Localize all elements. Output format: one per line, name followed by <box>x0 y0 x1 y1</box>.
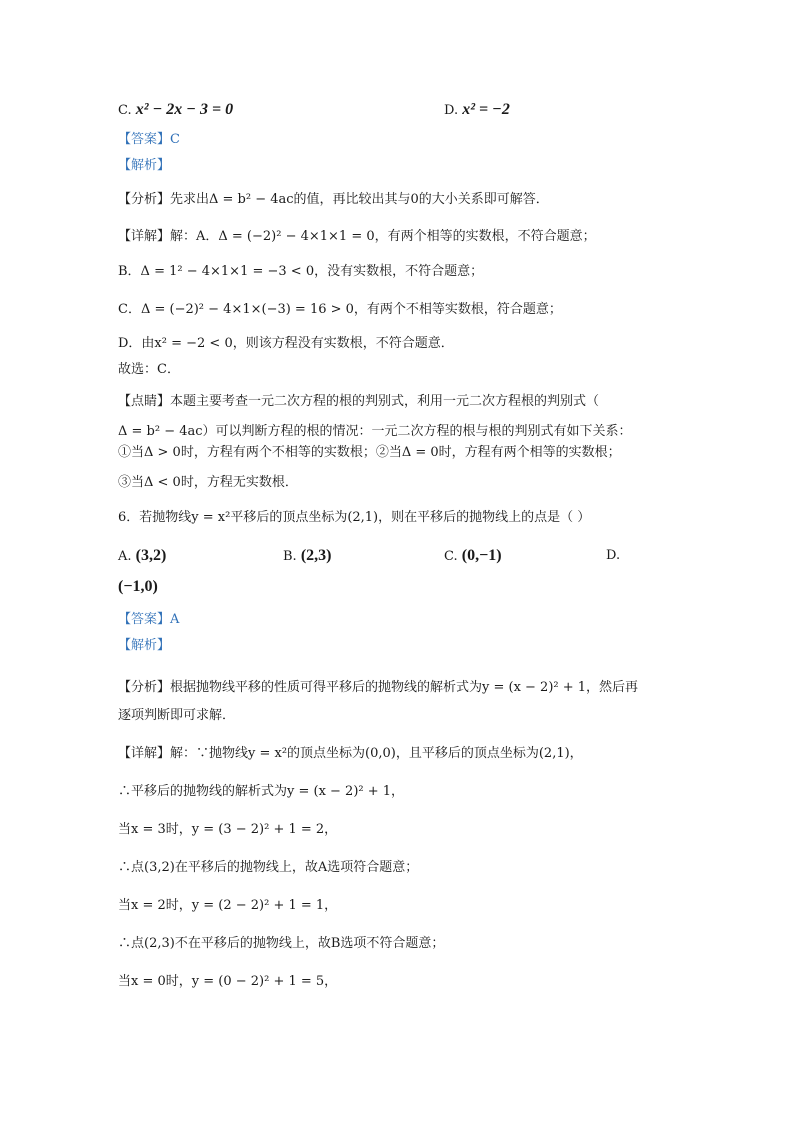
dianjing-2: Δ = b² − 4ac）可以判断方程的根的情况：一元二次方程的根与根的判别式有如下关系： <box>118 424 632 439</box>
q6-option-b-value: (2,3) <box>300 547 332 564</box>
q6-option-a-label: A. <box>118 549 132 564</box>
fenxi-2b: 逐项判断即可求解． <box>118 708 236 723</box>
q6-option-a <box>118 546 166 567</box>
q6-option-d-label: D. <box>606 548 621 563</box>
guxuan-1: 故选：C． <box>118 362 180 377</box>
q6-option-a-value: (3,2) <box>135 547 167 564</box>
step-2: ∴平移后的抛物线的解析式为y = (x − 2)² + 1， <box>118 784 405 799</box>
q6-option-c-value: (0,−1) <box>461 547 502 564</box>
q6-option-d-expr: (−1,0) <box>118 578 158 595</box>
xiangjie-a: 【详解】解：A．Δ = (−2)² − 4×1×1 = 0，有两个相等的实数根，不符合题意； <box>118 229 596 244</box>
step-1: 【详解】解：∵抛物线y = x²的顶点坐标为(0,0)，且平移后的顶点坐标为(2,1)， <box>118 746 583 761</box>
dianjing-3: ①当Δ > 0时，方程有两个不相等的实数根；②当Δ = 0时，方程有两个相等的实数根； <box>118 445 621 460</box>
answer-2: 【答案】A <box>118 612 180 627</box>
option-d-expr: x² = −2 <box>462 101 510 118</box>
step-5: 当x = 2时，y = (2 − 2)² + 1 = 1， <box>118 898 338 913</box>
q6-option-c <box>444 546 502 567</box>
option-c-label: C. <box>118 103 132 118</box>
q6-option-b-label: B. <box>283 549 297 564</box>
xiangjie-b: B．Δ = 1² − 4×1×1 = −3 < 0，没有实数根，不符合题意； <box>118 264 484 279</box>
dianjing-4: ③当Δ < 0时，方程无实数根． <box>118 475 298 490</box>
xiangjie-d: D．由x² = −2 < 0，则该方程没有实数根，不符合题意． <box>118 336 454 351</box>
option-c <box>118 100 233 121</box>
step-4: ∴点(3,2)在平移后的抛物线上，故A选项符合题意； <box>118 860 419 875</box>
option-c-expr: x² − 2x − 3 = 0 <box>135 101 234 118</box>
analysis-2: 【解析】 <box>118 638 171 653</box>
question-6: 6．若抛物线y = x²平移后的顶点坐标为(2,1)，则在平移后的抛物线上的点是（ ） <box>118 510 591 525</box>
option-d-label: D. <box>444 103 459 118</box>
q6-option-d-value <box>118 577 158 598</box>
step-3: 当x = 3时，y = (3 − 2)² + 1 = 2， <box>118 822 338 837</box>
option-d <box>444 100 510 121</box>
fenxi-1: 【分析】先求出Δ = b² − 4ac的值，再比较出其与0的大小关系即可解答． <box>118 192 549 207</box>
fenxi-2a: 【分析】根据抛物线平移的性质可得平移后的抛物线的解析式为y = (x − 2)² + 1，然后再 <box>118 680 639 695</box>
analysis-1: 【解析】 <box>118 158 171 173</box>
step-7: 当x = 0时，y = (0 − 2)² + 1 = 5， <box>118 974 338 989</box>
xiangjie-c: C．Δ = (−2)² − 4×1×(−3) = 16 > 0，有两个不相等实数根，符合题意； <box>118 302 562 317</box>
q6-option-b <box>283 546 331 567</box>
answer-1: 【答案】C <box>118 132 180 147</box>
dianjing-1: 【点睛】本题主要考查一元二次方程的根的判别式，利用一元二次方程根的判别式（ <box>118 394 600 409</box>
step-6: ∴点(2,3)不在平移后的抛物线上，故B选项不符合题意； <box>118 936 445 951</box>
q6-option-c-label: C. <box>444 549 458 564</box>
